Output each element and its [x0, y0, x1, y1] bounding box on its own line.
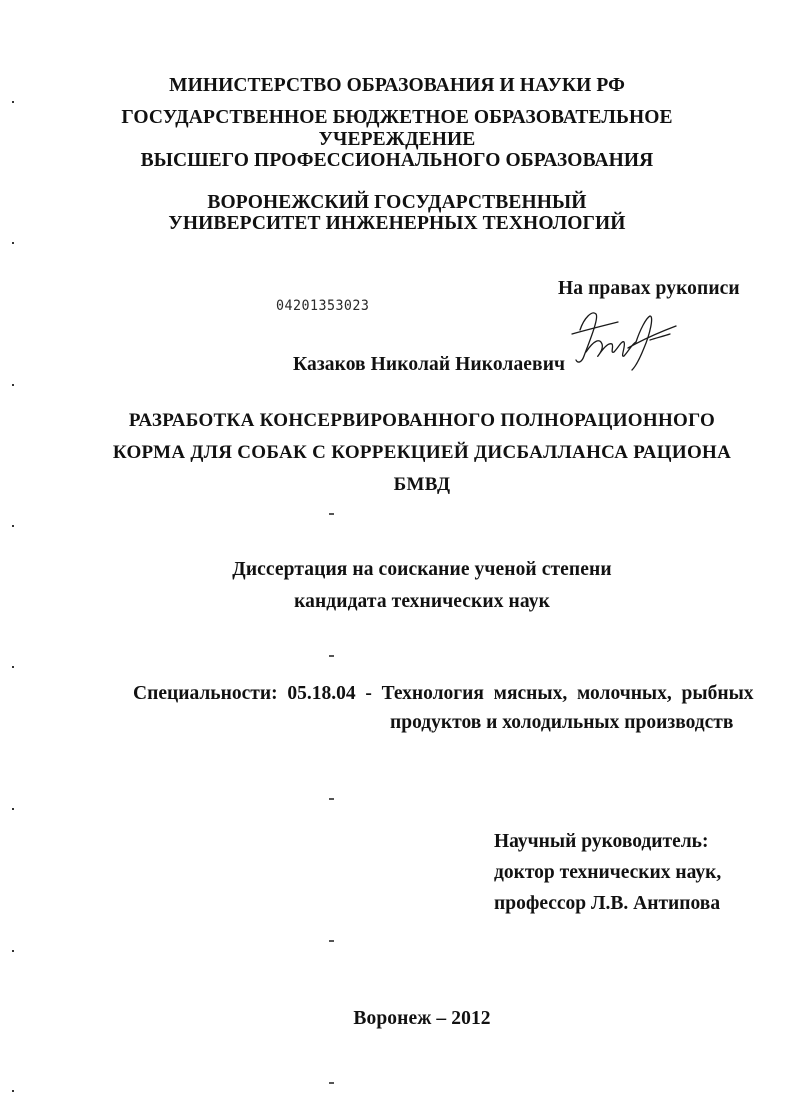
advisor-degree: доктор технических наук,: [494, 862, 722, 883]
scan-mark: [12, 1090, 14, 1092]
manuscript-note: На правах рукописи: [558, 278, 740, 299]
scan-mark: [329, 1082, 334, 1084]
scan-mark: [329, 655, 334, 657]
specialty-text-line1: Технология мясных, молочных, рыбных: [381, 683, 754, 704]
advisor-name: профессор Л.В. Антипова: [494, 893, 721, 914]
archive-number: 04201353023: [276, 298, 370, 314]
specialty-separator: -: [365, 683, 372, 704]
scan-mark: [329, 798, 334, 800]
dissertation-title-line2: КОРМА ДЛЯ СОБАК С КОРРЕКЦИЕЙ ДИСБАЛЛАНСА РАЦИОНА: [112, 442, 732, 463]
university-heading-line2: УНИВЕРСИТЕТ ИНЖЕНЕРНЫХ ТЕХНОЛОГИЙ: [168, 213, 626, 234]
advisor-heading: Научный руководитель:: [494, 831, 709, 852]
specialty-text-line2: продуктов и холодильных производств: [390, 712, 734, 733]
degree-line2: кандидата технических наук: [294, 591, 550, 612]
author-name: Казаков Николай Николаевич: [293, 354, 566, 375]
scan-mark: [12, 950, 14, 952]
institution-heading-line3: ВЫСШЕГО ПРОФЕССИОНАЛЬНОГО ОБРАЗОВАНИЯ: [140, 150, 654, 171]
scan-mark: [12, 525, 14, 527]
city-year: Воронеж – 2012: [353, 1008, 491, 1029]
university-heading-line1: ВОРОНЕЖСКИЙ ГОСУДАРСТВЕННЫЙ: [207, 192, 587, 213]
scan-mark: [12, 808, 14, 810]
scan-mark: [329, 940, 334, 942]
dissertation-title-line1: РАЗРАБОТКА КОНСЕРВИРОВАННОГО ПОЛНОРАЦИОННОГО: [128, 410, 716, 431]
degree-line1: Диссертация на соискание ученой степени: [232, 559, 612, 580]
scan-mark: [12, 242, 14, 244]
dissertation-title-line3: БМВД: [393, 474, 451, 495]
scan-mark: [12, 666, 14, 668]
specialty-line: [133, 683, 754, 705]
institution-heading-line1: ГОСУДАРСТВЕННОЕ БЮДЖЕТНОЕ ОБРАЗОВАТЕЛЬНОЕ: [121, 107, 673, 128]
specialty-code: 05.18.04: [287, 683, 356, 704]
scan-mark: [329, 513, 334, 515]
signature-icon: [566, 300, 684, 376]
scan-mark: [12, 384, 14, 386]
ministry-heading: МИНИСТЕРСТВО ОБРАЗОВАНИЯ И НАУКИ РФ: [169, 75, 625, 96]
scan-mark: [12, 101, 14, 103]
specialty-label: Специальности:: [133, 683, 278, 704]
institution-heading-line2: УЧЕРЕЖДЕНИЕ: [318, 129, 476, 150]
